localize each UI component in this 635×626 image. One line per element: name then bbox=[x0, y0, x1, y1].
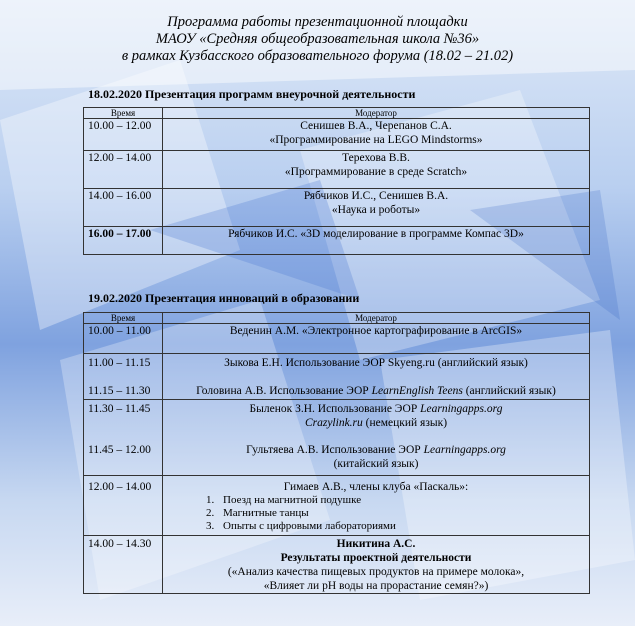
list-item: 3. Опыты с цифровыми лабораториями bbox=[217, 520, 585, 533]
moderator-cell bbox=[163, 536, 590, 594]
moderator-name: Никитина А.С. bbox=[336, 538, 416, 550]
table-row bbox=[84, 119, 590, 151]
time-cell: 16.00 – 17.00 bbox=[84, 227, 163, 255]
moderator-name: Сенишев В.А., Черепанов С.А. bbox=[300, 120, 452, 132]
moderator-name: Рябчиков И.С., Сенишев В.А. bbox=[303, 190, 449, 202]
time-cell: 14.00 – 14.30 bbox=[84, 536, 163, 594]
time-cell: 10.00 – 12.00 bbox=[84, 119, 163, 151]
time-cell: 14.00 – 16.00 bbox=[84, 189, 163, 227]
session-text: Головина А.В. Использование ЭОР LearnEnglish Teens (английский язык) bbox=[196, 385, 556, 397]
table-row bbox=[84, 400, 590, 476]
time-cell bbox=[84, 354, 163, 400]
session-title: Результаты проектной деятельности bbox=[280, 552, 472, 564]
session-text: Быленок З.Н. Использование ЭОР Learningapps.org Crazylink.ru (немецкий язык) bbox=[249, 403, 503, 429]
table-row bbox=[84, 536, 590, 594]
moderator-cell bbox=[163, 119, 590, 151]
moderator-cell: Рябчиков И.С. «3D моделирование в программе Компас 3D» bbox=[163, 227, 590, 255]
table-row bbox=[84, 476, 590, 536]
time-cell: 10.00 – 11.00 bbox=[84, 324, 163, 354]
col-moderator-header: Модератор bbox=[163, 108, 590, 119]
moderator-topic: «Наука и роботы» bbox=[331, 204, 421, 216]
col-time-header: Время bbox=[84, 108, 163, 119]
moderator-name: Терехова В.В. bbox=[342, 152, 410, 164]
session-text: «Влияет ли рН воды на прорастание семян?») bbox=[263, 580, 489, 592]
session-text: Гультяева А.В. Использование ЭОР Learningapps.org (китайский язык) bbox=[246, 444, 506, 470]
moderator-cell bbox=[163, 151, 590, 189]
table-row bbox=[84, 227, 590, 255]
table-header-row bbox=[84, 313, 590, 324]
header-line-3: в рамках Кузбасского образовательного форума (18.02 – 21.02) bbox=[121, 48, 514, 64]
table-row bbox=[84, 189, 590, 227]
time-slot: 11.30 – 11.45 bbox=[88, 403, 151, 415]
moderator-topic: «Программирование на LEGO Mindstorms» bbox=[269, 134, 483, 146]
day2-title: 19.02.2020 Презентация инноваций в образовании bbox=[88, 291, 360, 305]
moderator-cell bbox=[163, 476, 590, 536]
moderator-cell bbox=[163, 189, 590, 227]
time-cell bbox=[84, 400, 163, 476]
time-slot: 11.15 – 11.30 bbox=[88, 385, 151, 397]
table-header-row bbox=[84, 108, 590, 119]
time-cell: 12.00 – 14.00 bbox=[84, 476, 163, 536]
list-item: 2. Магнитные танцы bbox=[217, 507, 585, 520]
activity-list bbox=[167, 494, 585, 533]
day2-schedule-table bbox=[83, 312, 590, 594]
day1-schedule-table bbox=[83, 107, 590, 255]
moderator-cell bbox=[163, 354, 590, 400]
session-text: Гимаев А.В., члены клуба «Паскаль»: bbox=[283, 481, 469, 493]
moderator-topic: «Программирование в среде Scratch» bbox=[284, 166, 468, 178]
session-text: Зыкова Е.Н. Использование ЭОР Skyeng.ru (английский язык) bbox=[224, 357, 528, 369]
table-row bbox=[84, 151, 590, 189]
day1-title: 18.02.2020 Презентация программ внеурочной деятельности bbox=[88, 87, 416, 101]
col-time-header: Время bbox=[84, 313, 163, 324]
moderator-cell bbox=[163, 400, 590, 476]
table-row bbox=[84, 324, 590, 354]
time-cell: 12.00 – 14.00 bbox=[84, 151, 163, 189]
header-line-1: Программа работы презентационной площадки bbox=[167, 14, 468, 30]
col-moderator-header: Модератор bbox=[163, 313, 590, 324]
header-line-2: МАОУ «Средняя общеобразовательная школа №36» bbox=[155, 31, 480, 47]
table-row bbox=[84, 354, 590, 400]
list-item: 1. Поезд на магнитной подушке bbox=[217, 494, 585, 507]
moderator-cell: Веденин А.М. «Электронное картографирование в ArcGIS» bbox=[163, 324, 590, 354]
document-header bbox=[0, 14, 635, 65]
session-text: («Анализ качества пищевых продуктов на примере молока», bbox=[227, 566, 525, 578]
time-slot: 11.45 – 12.00 bbox=[88, 444, 151, 456]
time-slot: 11.00 – 11.15 bbox=[88, 357, 151, 369]
